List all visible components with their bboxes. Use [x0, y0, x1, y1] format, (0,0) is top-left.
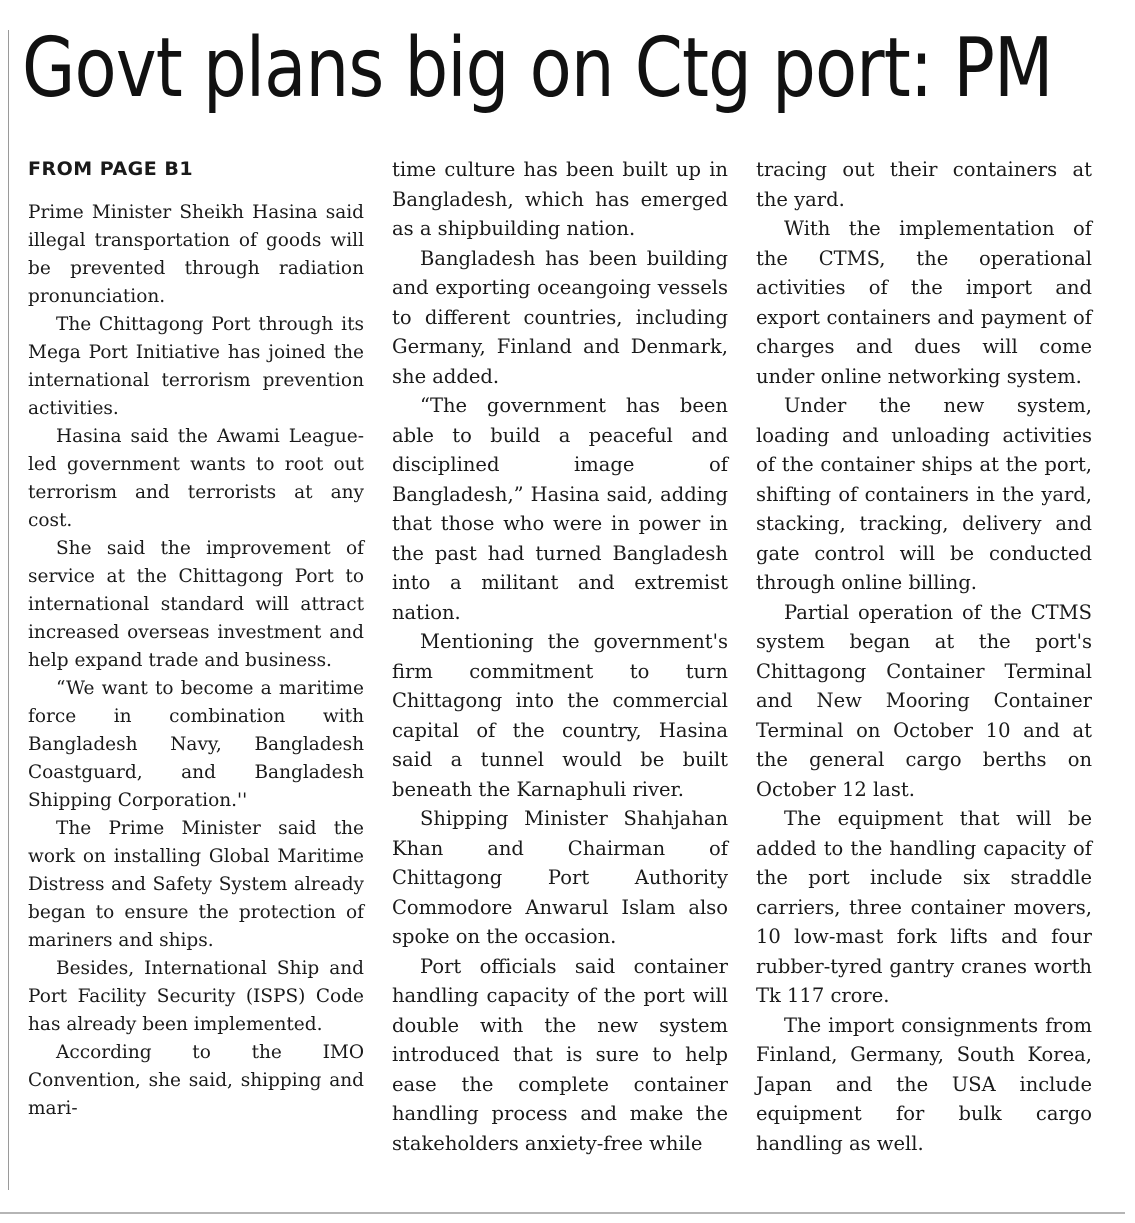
article-column-2 [392, 155, 728, 1158]
paragraph: Port officials said container handling capacity of the port will double with the new system introduced that is sure to help ease the complete container handling process and make the stakeholders anxiety-free while [392, 954, 728, 1155]
paragraph: Hasina said the Awami League-led government wants to root out terrorism and terrorists at any cost. [28, 425, 364, 531]
article-column-1 [28, 155, 364, 1123]
paragraph: time culture has been built up in Bangladesh, which has emerged as a shipbuilding nation. [392, 158, 728, 240]
paragraph: Under the new system, loading and unloading activities of the container ships at the port, shifting of containers in the yard, stacking, tracking, delivery and gate control will be conducted through online billing. [756, 394, 1092, 594]
paragraph: Besides, International Ship and Port Facility Security (ISPS) Code has already been implemented. [28, 957, 364, 1035]
paragraph: Prime Minister Sheikh Hasina said illegal transportation of goods will be prevented through radiation pronunciation. [28, 201, 364, 307]
bottom-rule [0, 1212, 1125, 1214]
paragraph: According to the IMO Convention, she said, shipping and mari- [28, 1041, 364, 1119]
paragraph: The equipment that will be added to the handling capacity of the port include six straddle carriers, three container movers, 10 low-mast fork lifts and four rubber-tyred gantry cranes worth Tk 117 crore. [756, 807, 1092, 1007]
paragraph: The import consignments from Finland, Germany, South Korea, Japan and the USA include equipment for bulk cargo handling as well. [756, 1013, 1092, 1155]
paragraph: “The government has been able to build a peaceful and disciplined image of Bangladesh,” Hasina said, adding that those who were in power in the past had turned Bangladesh into a militant and extremist nation. [392, 394, 728, 624]
paragraph: Shipping Minister Shahjahan Khan and Chairman of Chittagong Port Authority Commodore Anwarul Islam also spoke on the occasion. [392, 807, 728, 948]
paragraph: tracing out their containers at the yard. [756, 158, 1092, 211]
paragraph: The Chittagong Port through its Mega Port Initiative has joined the international terrorism prevention activities. [28, 313, 364, 419]
headline: Govt plans big on Ctg port: PM [22, 21, 1053, 116]
paragraph: She said the improvement of service at the Chittagong Port to international standard will attract increased overseas investment and help expand trade and business. [28, 537, 364, 671]
paragraph: With the implementation of the CTMS, the operational activities of the import and export containers and payment of charges and dues will come under online networking system. [756, 217, 1092, 388]
paragraph: Partial operation of the CTMS system began at the port's Chittagong Container Terminal and New Mooring Container Terminal on October 10 and at the general cargo berths on October 12 last. [756, 600, 1092, 801]
article-column-3 [756, 155, 1092, 1158]
paragraph: Mentioning the government's firm commitment to turn Chittagong into the commercial capital of the country, Hasina said a tunnel would be built beneath the Karnaphuli river. [392, 630, 728, 801]
paragraph: The Prime Minister said the work on installing Global Maritime Distress and Safety System already began to ensure the protection of mariners and ships. [28, 817, 364, 951]
kicker: FROM PAGE B1 [28, 158, 194, 180]
left-column-rule [8, 30, 9, 1190]
paragraph: Bangladesh has been building and exporting oceangoing vessels to different countries, including Germany, Finland and Denmark, she added. [392, 246, 728, 388]
paragraph: “We want to become a maritime force in combination with Bangladesh Navy, Bangladesh Coastguard, and Bangladesh Shipping Corporation.'' [28, 677, 364, 811]
